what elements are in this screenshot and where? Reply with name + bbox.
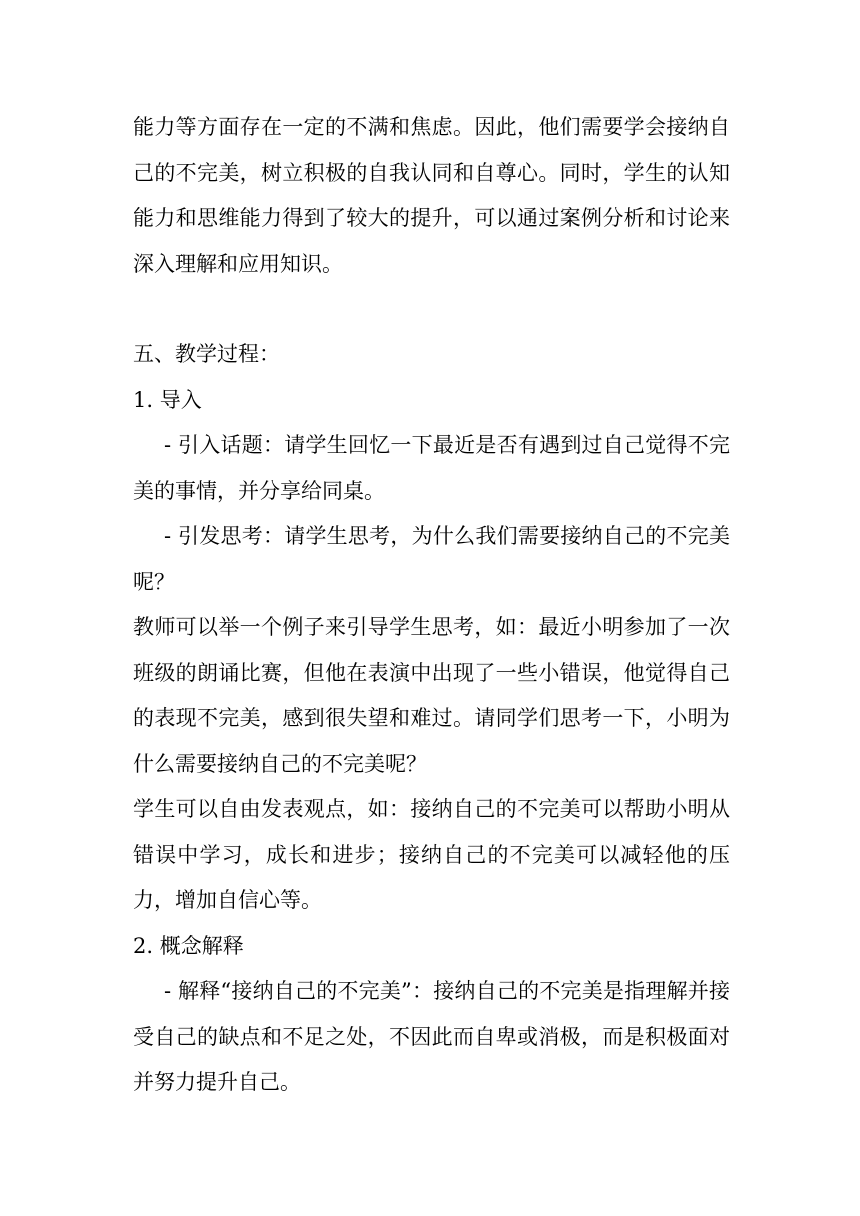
bullet-introduce-topic: - 引入话题：请学生回忆一下最近是否有遇到过自己觉得不完美的事情，并分享给同桌。 — [133, 433, 730, 503]
paragraph-teacher-example: 教师可以举一个例子来引导学生思考，如：最近小明参加了一次班级的朗诵比赛，但他在表演中出现了一些小错误，他觉得自己的表现不完美，感到很失望和难过。请同学们思考一下，小明为什么需要接纳自己的不完美呢？ — [133, 615, 730, 776]
subheading-introduction: 1. 导入 — [133, 387, 202, 412]
paragraph-intro: 能力等方面存在一定的不满和焦虑。因此，他们需要学会接纳自己的不完美，树立积极的自我认同和自尊心。同时，学生的认知能力和思维能力得到了较大的提升，可以通过案例分析和讨论来深入理解和应用知识。 — [133, 115, 730, 276]
subheading-concept-explanation: 2. 概念解释 — [133, 933, 244, 958]
paragraph-student-views: 学生可以自由发表观点，如：接纳自己的不完美可以帮助小明从错误中学习，成长和进步；接纳自己的不完美可以减轻他的压力，增加自信心等。 — [133, 797, 730, 912]
bullet-prompt-thinking: - 引发思考：请学生思考，为什么我们需要接纳自己的不完美呢？ — [133, 524, 730, 594]
paragraph-gap — [133, 287, 730, 332]
section-heading-teaching-process: 五、教学过程： — [133, 342, 280, 366]
document-page — [133, 105, 730, 1106]
bullet-explain-concept: - 解释“接纳自己的不完美”：接纳自己的不完美是指理解并接受自己的缺点和不足之处，不因此而自卑或消极，而是积极面对并努力提升自己。 — [133, 979, 730, 1094]
